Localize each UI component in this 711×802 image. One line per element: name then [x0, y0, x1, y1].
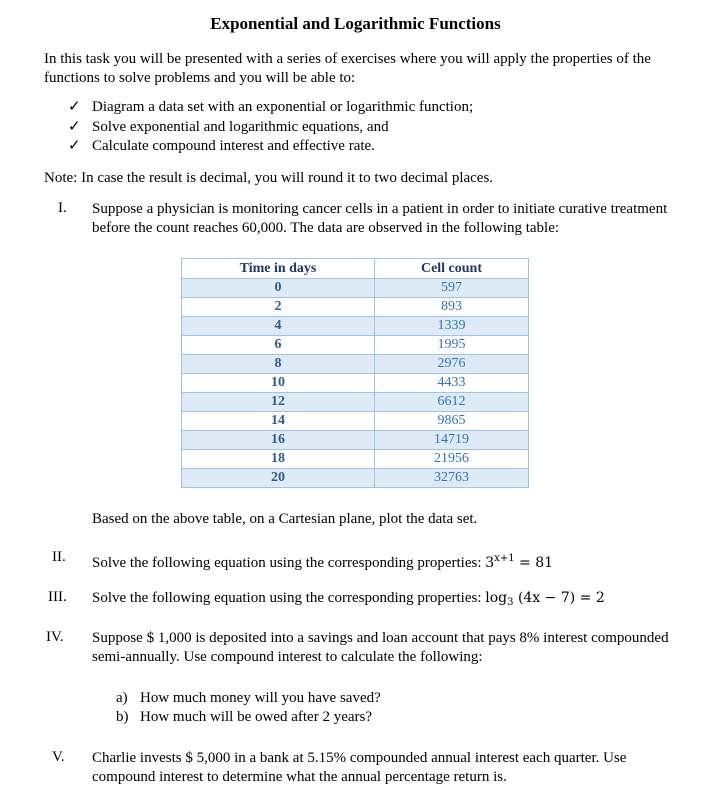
objective-text: Diagram a data set with an exponential or logarithmic function;	[92, 99, 474, 115]
table-row	[182, 431, 529, 450]
table-row	[182, 317, 529, 336]
table-row	[182, 450, 529, 469]
table-row	[182, 412, 529, 431]
count-cell: 14719	[374, 431, 528, 450]
table-row	[182, 393, 529, 412]
objective-item-3	[68, 137, 375, 156]
logarithmic-equation	[485, 590, 605, 606]
question-2-text	[92, 549, 682, 573]
count-cell: 2976	[374, 355, 528, 374]
question-5-text: Charlie invests $ 5,000 in a bank at 5.15% compounded annual interest each quarter. Use compound interest to determine what the annual percentage return is.	[92, 750, 627, 785]
count-cell: 893	[374, 298, 528, 317]
question-number: III.	[48, 589, 67, 605]
sub-question-text: How much money will you have saved?	[140, 690, 381, 706]
column-header-cell-count: Cell count	[374, 259, 528, 279]
objective-text: Solve exponential and logarithmic equations, and	[92, 119, 389, 135]
time-cell: 16	[182, 431, 375, 450]
question-3-prompt: Solve the following equation using the corresponding properties:	[92, 590, 486, 606]
time-cell: 14	[182, 412, 375, 431]
objective-item-2	[68, 118, 389, 137]
time-cell: 18	[182, 450, 375, 469]
table-header-row	[182, 259, 529, 279]
objective-text: Calculate compound interest and effective rate.	[92, 138, 375, 154]
time-cell: 8	[182, 355, 375, 374]
equation-rhs: = 81	[514, 555, 554, 571]
table-row	[182, 298, 529, 317]
equation-argument: (4x − 7) = 2	[517, 590, 605, 606]
intro-paragraph: In this task you will be presented with a series of exercises where you will apply the properties of the functions to solve problems and you will be able to:	[44, 51, 651, 86]
table-row	[182, 374, 529, 393]
sub-question-label: a)	[116, 690, 128, 706]
page-title: Exponential and Logarithmic Functions	[210, 14, 501, 33]
time-cell: 2	[182, 298, 375, 317]
question-2-prompt: Solve the following equation using the corresponding properties:	[92, 555, 486, 571]
sub-question-a	[116, 689, 381, 708]
count-cell: 597	[374, 279, 528, 298]
question-1-instruction: Based on the above table, on a Cartesian plane, plot the data set.	[92, 511, 478, 527]
question-3-text	[92, 589, 682, 612]
table-row	[182, 469, 529, 488]
time-cell: 0	[182, 279, 375, 298]
equation-exponent: x+1	[494, 553, 515, 564]
time-cell: 6	[182, 336, 375, 355]
equation-base: 3	[485, 555, 495, 571]
time-cell: 20	[182, 469, 375, 488]
question-number: II.	[52, 549, 66, 565]
time-cell: 10	[182, 374, 375, 393]
question-number: I.	[58, 200, 67, 216]
count-cell: 6612	[374, 393, 528, 412]
table-row	[182, 355, 529, 374]
count-cell: 9865	[374, 412, 528, 431]
note: Note: In case the result is decimal, you will round it to two decimal places.	[44, 170, 494, 186]
table-row	[182, 336, 529, 355]
equation-log: log	[485, 590, 508, 606]
objective-item-1	[68, 98, 473, 117]
question-4-text: Suppose $ 1,000 is deposited into a savings and loan account that pays 8% interest compounded semi-annually. Use compound interest to calculate the following:	[92, 630, 669, 665]
checkmark-icon: ✓	[68, 138, 81, 154]
table-row	[182, 279, 529, 298]
count-cell: 21956	[374, 450, 528, 469]
time-cell: 12	[182, 393, 375, 412]
checkmark-icon: ✓	[68, 119, 81, 135]
time-cell: 4	[182, 317, 375, 336]
question-1-text: Suppose a physician is monitoring cancer cells in a patient in order to initiate curative treatment before the count reaches 60,000. The data are observed in the following table:	[92, 201, 668, 236]
exponential-equation	[485, 555, 553, 571]
checkmark-icon: ✓	[68, 99, 81, 115]
count-cell: 4433	[374, 374, 528, 393]
cell-count-table	[181, 258, 529, 488]
sub-question-b	[116, 708, 372, 727]
sub-question-label: b)	[116, 709, 129, 725]
sub-question-text: How much will be owed after 2 years?	[140, 709, 373, 725]
question-number: V.	[52, 749, 65, 765]
column-header-time: Time in days	[182, 259, 375, 279]
question-number: IV.	[46, 629, 64, 645]
count-cell: 1995	[374, 336, 528, 355]
count-cell: 32763	[374, 469, 528, 488]
count-cell: 1339	[374, 317, 528, 336]
equation-log-base: 3	[507, 597, 514, 608]
